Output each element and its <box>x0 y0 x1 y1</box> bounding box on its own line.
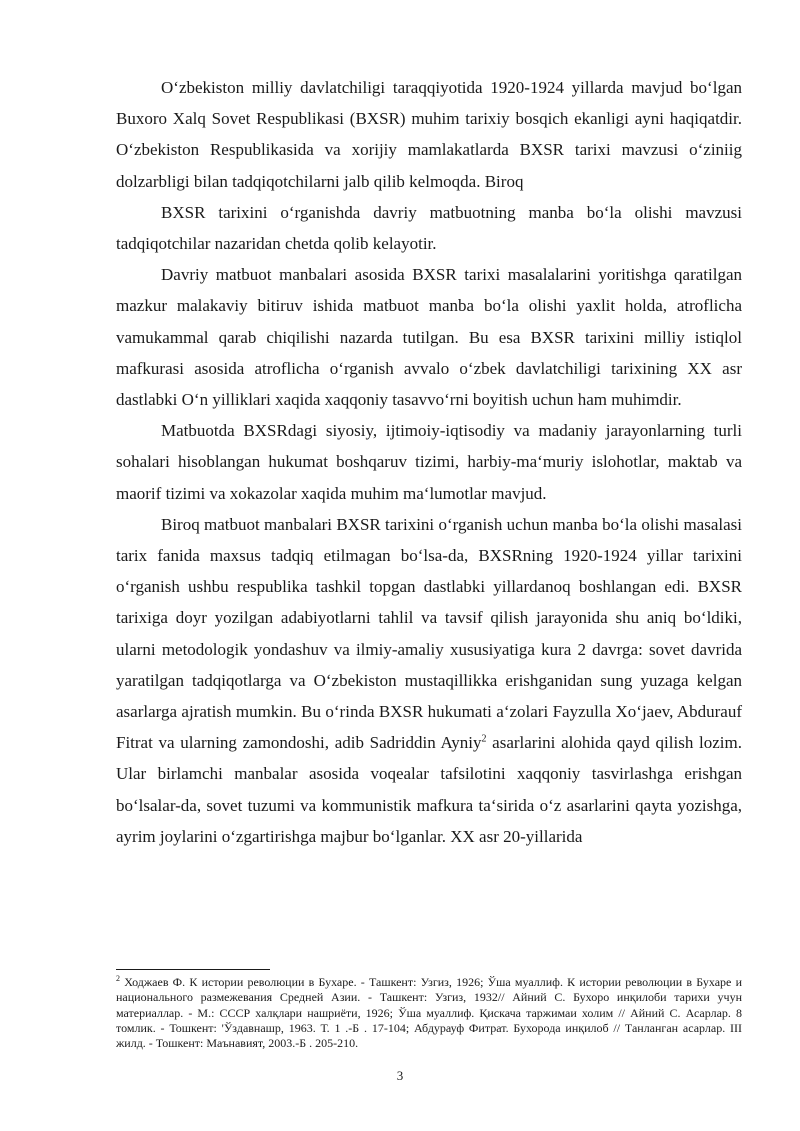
footnote-text: Ходжаев Ф. К истории революции в Бухаре. - Ташкент: Узгиз, 1926; Ўша муаллиф. К истории революции в Бухаре и национального размежевания Средней Азии. - Ташкент: Узгиз, 1932// Айний С. Бухоро инқилоби тарихи учун материаллар. - М.: СССР халқлари нашриёти, 1926; Ўша муаллиф. Қискача таржимаи холим // Айний С. Асарлар. 8 томлик. - Тошкент: 'Ўздавнашр, 1963. Т. 1 .-Б . 17-104; Абдурауф Фитрат. Бухорода инқилоб // Танланган асарлар. III жилд. - Тошкент: Маънавият, 2003.-Б . 205-210. <box>116 975 742 1051</box>
page-number: 3 <box>396 1068 404 1083</box>
footnote-separator <box>116 969 270 970</box>
body-text <box>116 72 742 852</box>
paragraph-2: BXSR tarixini o‘rganishda davriy matbuotning manba bo‘la olishi mavzusi tadqiqotchilar nazaridan chetda qolib kelayotir. <box>116 202 742 254</box>
paragraph-5-text-end: asarlarini alohida qayd qilish lozim. Ular birlamchi manbalar asosida voqealar tafsilotini xaqqoniy tasvirlashga erishgan bo‘lsalar-da, sovet tuzumi va kommunistik mafkura ta‘sirida o‘z asarlarini qayta yozishga, ayrim joylarini o‘zgartirishga majbur bo‘lganlar. XX asr 20-yillarida <box>116 733 743 846</box>
paragraph-3: Davriy matbuot manbalari asosida BXSR tarixi masalalarini yoritishga qaratilgan mazkur malakaviy bitiruv ishida matbuot manba bo‘la olishi yaxlit holda, atroflicha vamukammal qarab chiqilishi nazarda tutilgan. Bu esa BXSR tarixini milliy istiqlol mafkurasi asosida atroflicha o‘rganish avvalo o‘zbek davlatchiligi tarixining XX asr dastlabki O‘n yilliklari xaqida xaqqoniy tasavvo‘rni boyitish uchun ham muhimdir. <box>116 265 742 410</box>
footnote-marker: 2 <box>116 974 120 983</box>
paragraph-5-text-start: Biroq matbuot manbalari BXSR tarixini o‘rganish uchun manba bo‘la olishi masalasi tarix fanida maxsus tadqiq etilmagan bo‘lsa-da, BXSRning 1920-1924 yillar tarixini o‘rganish ushbu respublika tashkil topgan dastlabki yillardanoq boshlangan edi. BXSR tarixiga doyr yozilgan adabiyotlarni tahlil va tavsif qilish jarayonida shu aniq bo‘ldiki, ularni metodologik yondashuv va ilmiy-amaliy xususiyatiga kura 2 davrga: sovet davrida yaratilgan tadqiqotlarga va O‘zbekiston mustaqillikka erishganidan sung yuzaga kelgan asarlarga ajratish mumkin. Bu o‘rinda BXSR hukumati a‘zolari Fayzulla Xo‘jaev, Abdurauf Fitrat va ularning zamondoshi, adib Sadriddin Ayniy <box>116 514 742 753</box>
paragraph-1: O‘zbekiston milliy davlatchiligi taraqqiyotida 1920-1924 yillarda mavjud bo‘lgan Buxoro Xalq Sovet Respublikasi (BXSR) muhim tarixiy bosqich ekanligi ayni haqiqatdir. O‘zbekiston Respublikasida va xorijiy mamlakatlarda BXSR tarixi mavzusi o‘ziniig dolzarbligi bilan tadqiqotchilarni jalb qilib kelmoqda. Biroq <box>116 78 742 191</box>
paragraph-4: Matbuotda BXSRdagi siyosiy, ijtimoiy-iqtisodiy va madaniy jarayonlarning turli sohalari hisoblangan hukumat boshqaruv tizimi, harbiy-ma‘muriy islohotlar, maktab va maorif tizimi va xokazolar xaqida muhim ma‘lumotlar mavjud. <box>116 421 742 503</box>
paragraph-5 <box>116 509 742 852</box>
footnote <box>116 975 742 1051</box>
footnote-reference[interactable]: 2 <box>481 733 487 745</box>
